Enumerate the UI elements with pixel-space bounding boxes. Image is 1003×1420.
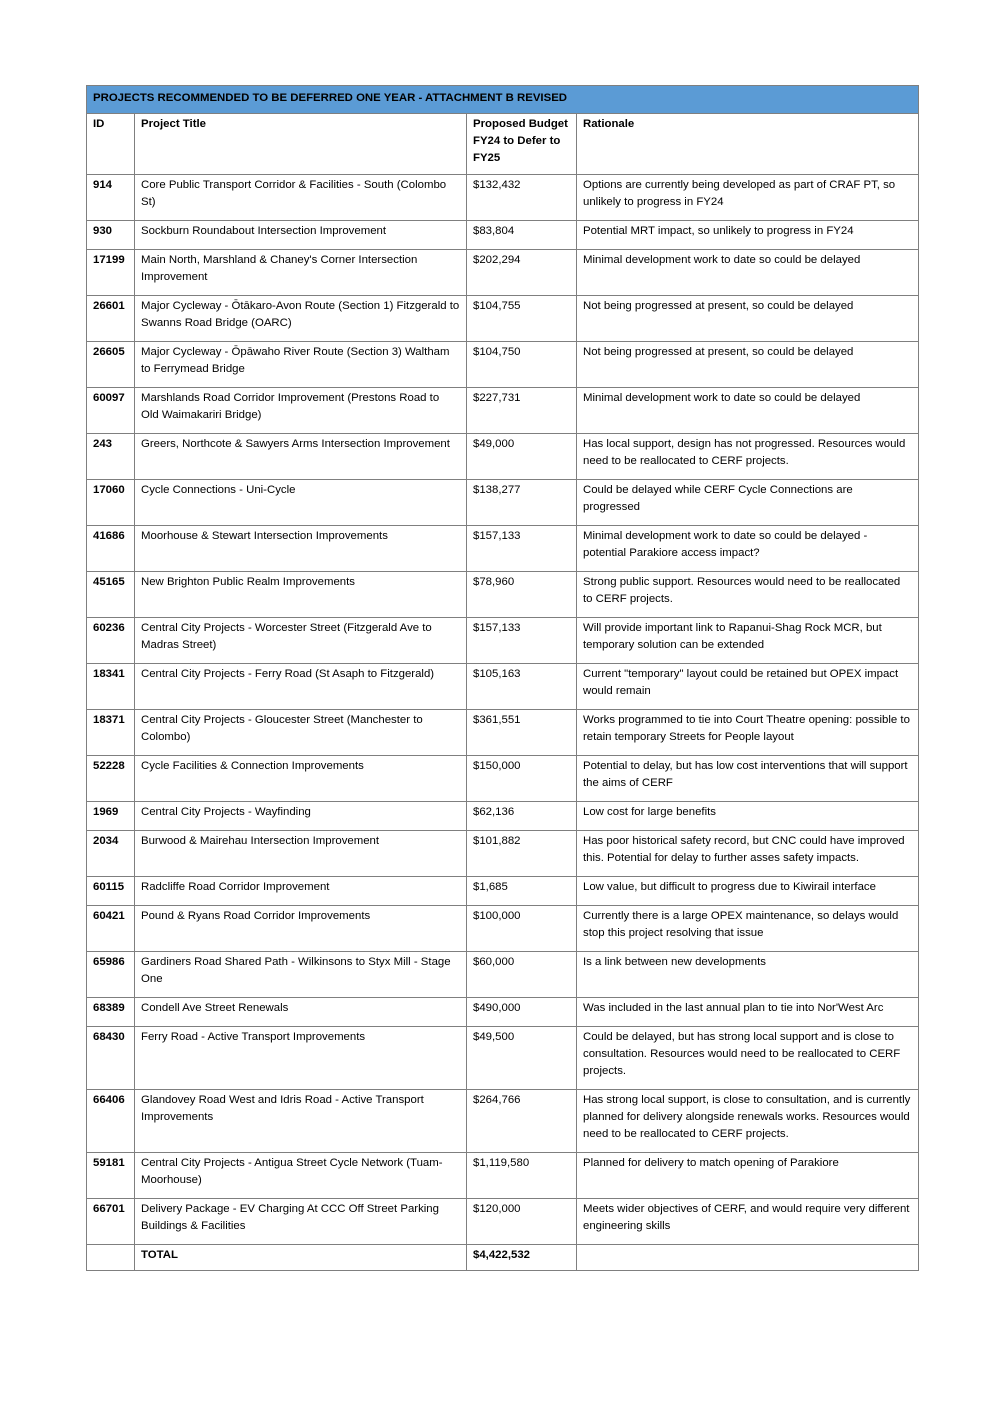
column-header-rationale: Rationale: [577, 114, 919, 175]
project-id: 66701: [87, 1199, 135, 1245]
project-title: Core Public Transport Corridor & Facilities - South (Colombo St): [135, 175, 467, 221]
project-rationale: Minimal development work to date so could be delayed: [577, 250, 919, 296]
table-row: [87, 906, 919, 952]
project-rationale: Is a link between new developments: [577, 952, 919, 998]
project-budget: $157,133: [467, 526, 577, 572]
project-title: Radcliffe Road Corridor Improvement: [135, 877, 467, 906]
project-rationale: Will provide important link to Rapanui-Shag Rock MCR, but temporary solution can be extended: [577, 618, 919, 664]
project-budget: $132,432: [467, 175, 577, 221]
project-rationale: Minimal development work to date so could be delayed - potential Parakiore access impact?: [577, 526, 919, 572]
table-row: [87, 802, 919, 831]
project-title: Burwood & Mairehau Intersection Improvement: [135, 831, 467, 877]
project-rationale: Low cost for large benefits: [577, 802, 919, 831]
project-id: 60097: [87, 388, 135, 434]
project-budget: $49,500: [467, 1027, 577, 1090]
project-title: Glandovey Road West and Idris Road - Active Transport Improvements: [135, 1090, 467, 1153]
project-rationale: Options are currently being developed as part of CRAF PT, so unlikely to progress in FY24: [577, 175, 919, 221]
project-budget: $60,000: [467, 952, 577, 998]
project-rationale: Has poor historical safety record, but CNC could have improved this. Potential for delay to further asses safety impacts.: [577, 831, 919, 877]
project-budget: $138,277: [467, 480, 577, 526]
project-budget: $78,960: [467, 572, 577, 618]
table-row: [87, 710, 919, 756]
project-id: 914: [87, 175, 135, 221]
project-id: 1969: [87, 802, 135, 831]
project-title: Cycle Connections - Uni-Cycle: [135, 480, 467, 526]
project-rationale: Potential to delay, but has low cost interventions that will support the aims of CERF: [577, 756, 919, 802]
project-rationale: Current "temporary" layout could be retained but OPEX impact would remain: [577, 664, 919, 710]
table-row: [87, 434, 919, 480]
total-row: [87, 1245, 919, 1271]
project-rationale: Potential MRT impact, so unlikely to progress in FY24: [577, 221, 919, 250]
project-title: Central City Projects - Wayfinding: [135, 802, 467, 831]
table-row: [87, 1199, 919, 1245]
table-row: [87, 998, 919, 1027]
project-title: Central City Projects - Gloucester Street (Manchester to Colombo): [135, 710, 467, 756]
project-id: 18371: [87, 710, 135, 756]
project-id: 2034: [87, 831, 135, 877]
project-title: Delivery Package - EV Charging At CCC Off Street Parking Buildings & Facilities: [135, 1199, 467, 1245]
project-id: 26601: [87, 296, 135, 342]
project-rationale: Planned for delivery to match opening of Parakiore: [577, 1153, 919, 1199]
project-title: Ferry Road - Active Transport Improvements: [135, 1027, 467, 1090]
project-id: 243: [87, 434, 135, 480]
project-title: Central City Projects - Ferry Road (St Asaph to Fitzgerald): [135, 664, 467, 710]
project-rationale: Has local support, design has not progressed. Resources would need to be reallocated to CERF projects.: [577, 434, 919, 480]
project-rationale: Minimal development work to date so could be delayed: [577, 388, 919, 434]
column-header-id: ID: [87, 114, 135, 175]
project-budget: $101,882: [467, 831, 577, 877]
column-header-title: Project Title: [135, 114, 467, 175]
project-budget: $62,136: [467, 802, 577, 831]
project-id: 60115: [87, 877, 135, 906]
project-id: 65986: [87, 952, 135, 998]
project-budget: $227,731: [467, 388, 577, 434]
project-id: 18341: [87, 664, 135, 710]
column-header-row: [87, 114, 919, 175]
project-rationale: Low value, but difficult to progress due to Kiwirail interface: [577, 877, 919, 906]
project-budget: $83,804: [467, 221, 577, 250]
project-budget: $100,000: [467, 906, 577, 952]
table-row: [87, 342, 919, 388]
project-budget: $150,000: [467, 756, 577, 802]
project-title: Condell Ave Street Renewals: [135, 998, 467, 1027]
project-title: Sockburn Roundabout Intersection Improvement: [135, 221, 467, 250]
column-header-budget: Proposed Budget FY24 to Defer to FY25: [467, 114, 577, 175]
project-rationale: Meets wider objectives of CERF, and would require very different engineering skills: [577, 1199, 919, 1245]
total-budget: $4,422,532: [467, 1245, 577, 1271]
project-budget: $120,000: [467, 1199, 577, 1245]
deferred-projects-table: [86, 85, 919, 1271]
project-title: Cycle Facilities & Connection Improvements: [135, 756, 467, 802]
total-rationale-cell: [577, 1245, 919, 1271]
project-title: Central City Projects - Worcester Street (Fitzgerald Ave to Madras Street): [135, 618, 467, 664]
table-row: [87, 664, 919, 710]
project-id: 45165: [87, 572, 135, 618]
total-label: TOTAL: [135, 1245, 467, 1271]
table-row: [87, 756, 919, 802]
project-budget: $105,163: [467, 664, 577, 710]
project-id: 66406: [87, 1090, 135, 1153]
table-row: [87, 618, 919, 664]
project-id: 52228: [87, 756, 135, 802]
project-budget: $264,766: [467, 1090, 577, 1153]
total-id-cell: [87, 1245, 135, 1271]
project-id: 17060: [87, 480, 135, 526]
table-row: [87, 1090, 919, 1153]
table-title-row: [87, 86, 919, 114]
table-row: [87, 221, 919, 250]
table-title: PROJECTS RECOMMENDED TO BE DEFERRED ONE YEAR - ATTACHMENT B REVISED: [87, 86, 919, 114]
project-title: Moorhouse & Stewart Intersection Improvements: [135, 526, 467, 572]
project-title: Major Cycleway - Ōtākaro-Avon Route (Section 1) Fitzgerald to Swanns Road Bridge (OARC): [135, 296, 467, 342]
table-row: [87, 388, 919, 434]
project-budget: $202,294: [467, 250, 577, 296]
project-title: Gardiners Road Shared Path - Wilkinsons to Styx Mill - Stage One: [135, 952, 467, 998]
table-row: [87, 296, 919, 342]
project-title: Greers, Northcote & Sawyers Arms Intersection Improvement: [135, 434, 467, 480]
table-row: [87, 1027, 919, 1090]
table-row: [87, 175, 919, 221]
project-budget: $361,551: [467, 710, 577, 756]
table-body: [87, 175, 919, 1245]
project-budget: $157,133: [467, 618, 577, 664]
table-row: [87, 952, 919, 998]
table-row: [87, 250, 919, 296]
project-id: 26605: [87, 342, 135, 388]
table-row: [87, 572, 919, 618]
project-id: 68430: [87, 1027, 135, 1090]
project-id: 17199: [87, 250, 135, 296]
project-budget: $104,750: [467, 342, 577, 388]
project-budget: $1,119,580: [467, 1153, 577, 1199]
project-rationale: Not being progressed at present, so could be delayed: [577, 296, 919, 342]
project-id: 41686: [87, 526, 135, 572]
project-id: 930: [87, 221, 135, 250]
project-id: 60421: [87, 906, 135, 952]
project-title: Pound & Ryans Road Corridor Improvements: [135, 906, 467, 952]
project-rationale: Could be delayed while CERF Cycle Connections are progressed: [577, 480, 919, 526]
project-rationale: Strong public support. Resources would need to be reallocated to CERF projects.: [577, 572, 919, 618]
table-row: [87, 526, 919, 572]
project-rationale: Currently there is a large OPEX maintenance, so delays would stop this project resolving that issue: [577, 906, 919, 952]
project-rationale: Was included in the last annual plan to tie into Nor'West Arc: [577, 998, 919, 1027]
project-rationale: Has strong local support, is close to consultation, and is currently planned for delivery alongside renewals works. Resources would need to be reallocated to CERF projects.: [577, 1090, 919, 1153]
table-row: [87, 480, 919, 526]
project-budget: $104,755: [467, 296, 577, 342]
project-id: 59181: [87, 1153, 135, 1199]
project-title: Marshlands Road Corridor Improvement (Prestons Road to Old Waimakariri Bridge): [135, 388, 467, 434]
table-row: [87, 1153, 919, 1199]
project-id: 60236: [87, 618, 135, 664]
project-budget: $49,000: [467, 434, 577, 480]
project-title: New Brighton Public Realm Improvements: [135, 572, 467, 618]
project-rationale: Works programmed to tie into Court Theatre opening: possible to retain temporary Streets for People layout: [577, 710, 919, 756]
project-title: Major Cycleway - Ōpāwaho River Route (Section 3) Waltham to Ferrymead Bridge: [135, 342, 467, 388]
project-budget: $1,685: [467, 877, 577, 906]
project-title: Central City Projects - Antigua Street Cycle Network (Tuam-Moorhouse): [135, 1153, 467, 1199]
table-row: [87, 831, 919, 877]
project-budget: $490,000: [467, 998, 577, 1027]
project-rationale: Not being progressed at present, so could be delayed: [577, 342, 919, 388]
project-rationale: Could be delayed, but has strong local support and is close to consultation. Resources would need to be reallocated to CERF projects.: [577, 1027, 919, 1090]
project-title: Main North, Marshland & Chaney's Corner Intersection Improvement: [135, 250, 467, 296]
project-id: 68389: [87, 998, 135, 1027]
table-row: [87, 877, 919, 906]
